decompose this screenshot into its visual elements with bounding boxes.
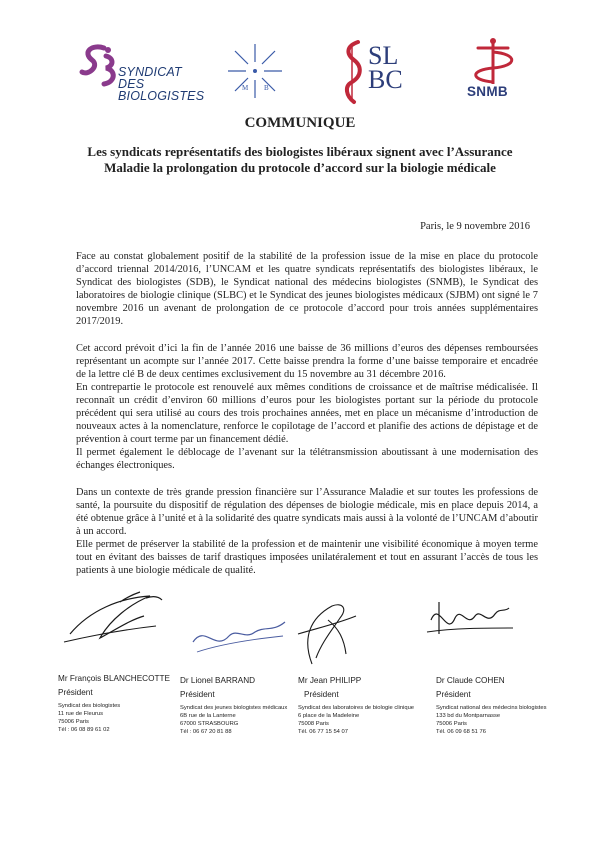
slbc-logo-line2: BC xyxy=(368,65,403,94)
signatory-city: 75008 Paris xyxy=(298,721,329,727)
snmb-logo-text: SNMB xyxy=(467,84,508,99)
paragraph-6: Elle permet de préserver la stabilité de la profession et de maintenir une visibilité économique à moyen terme tout en évitant des baisses de tarif drastiques imposées unilatéralement et tout en assurant l’accès de tous les patients à une biologie médicale de qualité. xyxy=(76,538,538,577)
signatory-street: 11 rue de Fleurus xyxy=(58,711,104,717)
paragraph-4: Il permet également le déblocage de l’avenant sur la télétransmission aboutissant à une modernisation des échanges électroniques. xyxy=(76,447,538,472)
signatory-address xyxy=(436,704,547,736)
signatory-role: Président xyxy=(304,690,339,699)
signatory-city: 75006 Paris xyxy=(436,721,467,727)
document-subtitle: Les syndicats représentatifs des biologistes libéraux signent avec l’Assurance Maladie la prolongation du protocole d’accord sur la biologie médicale xyxy=(87,144,513,175)
signatory-name: Dr Claude COHEN xyxy=(436,676,505,685)
signatory-address xyxy=(298,704,414,736)
signatory-tel: Tél : 06 67 20 81 88 xyxy=(180,729,232,735)
svg-text:B: B xyxy=(264,84,269,92)
paragraph-1: Face au constat globalement positif de la stabilité de la profession issue de la mise en place du protocole d’accord triennal 2014/2016, l’UNCAM et les quatre syndicats représentatifs des biologistes libéraux, le Syndicat des biologistes (SDB), le Syndicat national des médecins biologistes (SNMB), le Syndicat des laboratoires de biologie clinique (SLBC) et le Syndicat des jeunes biologistes médicaux (SJBM) ont signé le 7 novembre 2016 un avenant de prolongation de ce protocole d’accord pour trois années supplémentaires 2017/2019. xyxy=(76,251,538,328)
signatory-address xyxy=(180,704,287,736)
slbc-emblem-icon xyxy=(340,38,366,106)
sdb-logo-line2: DES BIOLOGISTES xyxy=(118,77,205,103)
logos-row xyxy=(70,38,540,108)
signatory-3 xyxy=(298,676,414,736)
signatory-city: 75006 Paris xyxy=(58,719,89,725)
slbc-logo xyxy=(340,38,420,106)
signatory-role: Président xyxy=(58,688,93,697)
signatory-name: Dr Lionel BARRAND xyxy=(180,676,256,685)
signatory-org: Syndicat des laboratoires de biologie clinique xyxy=(298,705,415,711)
document-date: Paris, le 9 novembre 2016 xyxy=(420,221,530,232)
sdb-emblem-icon xyxy=(78,42,118,92)
signature-blanchecotte xyxy=(60,590,170,645)
svg-text:M: M xyxy=(242,84,249,92)
signature-philipp xyxy=(292,598,372,668)
paragraph-2: Cet accord prévoit d’ici la fin de l’année 2016 une baisse de 36 millions d’euros des dépenses remboursées représentant un acompte sur l’année 2017. Cette baisse prendra la forme d’une baisse temporaire et encadrée de la lettre clé B de deux centimes exclusivement du 15 novembre au 31 décembre 2016. xyxy=(76,342,538,380)
paragraph-3: En contrepartie le protocole est renouvelé aux mêmes conditions de croissance et de maîtrise médicalisée. Il reconnaît un crédit d’environ 60 millions d’euros pour les biologistes portant sur la période du protocole précédent qui sera utilisé au cours des trois prochaines années, met en place un mécanisme d’introduction de nouveaux actes à la nomenclature, renforce le copilotage de l’accord et planifie des actions de dépistage et de prévention à court terme par un financement dédié. xyxy=(76,381,538,446)
document-title: COMMUNIQUE xyxy=(244,115,356,131)
signatory-street: 6B rue de la Lanterne xyxy=(180,713,236,719)
signatory-2 xyxy=(180,676,287,736)
signatory-name: Mr François BLANCHECOTTE xyxy=(58,674,170,683)
signatory-street: 133 bd du Montparnasse xyxy=(436,713,501,719)
sjbm-logo xyxy=(220,40,290,102)
signatory-role: Président xyxy=(436,690,471,699)
document-body xyxy=(76,250,538,577)
signatory-tel: Tél. 06 77 15 54 07 xyxy=(298,729,348,735)
slbc-logo-line1: SL xyxy=(368,41,399,70)
signatory-role: Président xyxy=(180,690,215,699)
signatory-org: Syndicat des jeunes biologistes médicaux xyxy=(180,705,288,711)
signatory-street: 6 place de la Madeleine xyxy=(298,713,360,719)
signature-cohen xyxy=(425,598,515,643)
signatory-org: Syndicat national des médecins biologistes xyxy=(436,705,547,711)
sdb-logo xyxy=(78,42,205,103)
signatory-1 xyxy=(58,674,170,734)
signatory-address xyxy=(58,702,170,734)
snmb-caduceus-icon xyxy=(448,38,538,86)
signatory-tel: Tél. 06 09 68 51 76 xyxy=(436,729,486,735)
sdb-logo-line1: SYNDICAT xyxy=(118,65,182,79)
signatory-name: Mr Jean PHILIPP xyxy=(298,676,362,685)
signatory-4 xyxy=(436,676,547,736)
signatory-org: Syndicat des biologistes xyxy=(58,703,121,709)
snmb-logo xyxy=(448,38,538,108)
signature-barrand xyxy=(185,612,295,662)
paragraph-5: Dans un contexte de très grande pression financière sur l’Assurance Maladie et sur toutes les professions de santé, la poursuite du dispositif de régulation des dépenses de biologie médicale, mis en place depuis 2014, a été obtenue grâce à l’unité et à la solidarité des quatre syndicats mais aussi à la volonté de l’UNCAM d’aboutir à un accord. xyxy=(76,486,538,537)
sjbm-star-icon xyxy=(220,40,290,102)
signatory-tel: Tél : 06 08 89 61 02 xyxy=(58,727,110,733)
signatory-city: 67000 STRASBOURG xyxy=(180,721,239,727)
